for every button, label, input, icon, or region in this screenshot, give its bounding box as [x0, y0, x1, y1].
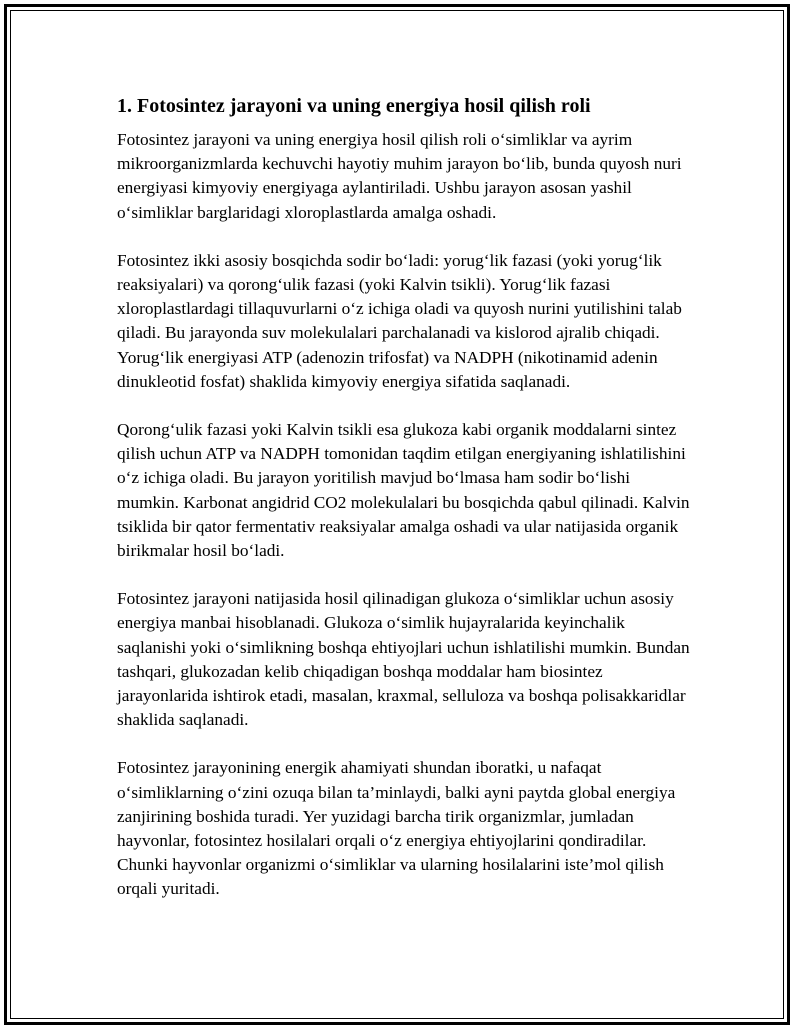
- paragraph-2: Fotosintez ikki asosiy bosqichda sodir bo‘ladi: yorug‘lik fazasi (yoki yorug‘lik reaksiyalari) va qorong‘ulik fazasi (yoki Kalvin tsikli). Yorug‘lik fazasi xloroplastlardagi tillaquvurlarni o‘z ichiga oladi va quyosh nurini yutilishini talab qiladi. Bu jarayonda suv molekulalari parchalanadi va kislorod ajralib chiqadi. Yorug‘lik energiyasi ATP (adenozin trifosfat) va NADPH (nikotinamid adenin dinukleotid fosfat) shaklida kimyoviy energiya sifatida saqlanadi.: [117, 250, 682, 391]
- section-heading: 1. Fotosintez jarayoni va uning energiya hosil qilish roli: [117, 95, 591, 117]
- paragraph-5: Fotosintez jarayonining energik ahamiyati shundan iboratki, u nafaqat o‘simliklarning o‘zini ozuqa bilan ta’minlaydi, balki ayni paytda global energiya zanjirining boshida turadi. Yer yuzidagi barcha tirik organizmlar, jumladan hayvonlar, fotosintez hosilalari orqali o‘z energiya ehtiyojlarini qondiradilar. Chunki hayvonlar organizmi o‘simliklar va ularning hosilalarini iste’mol qilish orqali yuritadi.: [117, 758, 676, 899]
- paragraph-1: Fotosintez jarayoni va uning energiya hosil qilish roli o‘simliklar va ayrim mikroorganizmlarda kechuvchi hayotiy muhim jarayon bo‘lib, bunda quyosh nuri energiyasi kimyoviy energiyaga aylantiriladi. Ushbu jarayon asosan yashil o‘simliklar barglaridagi xloroplastlarda amalga oshadi.: [117, 130, 682, 222]
- paragraph-3: Qorong‘ulik fazasi yoki Kalvin tsikli esa glukoza kabi organik moddalarni sintez qilish uchun ATP va NADPH tomonidan taqdim etilgan energiyaning ishlatilishini o‘z ichiga oladi. Bu jarayon yoritilish mavjud bo‘lmasa ham sodir bo‘lishi mumkin. Karbonat angidrid CO2 molekulalari bu bosqichda qabul qilinadi. Kalvin tsiklida bir qator fermentativ reaksiyalar amalga oshadi va ular natijasida organik birikmalar hosil bo‘ladi.: [117, 420, 690, 561]
- paragraph-4: Fotosintez jarayoni natijasida hosil qilinadigan glukoza o‘simliklar uchun asosiy energiya manbai hisoblanadi. Glukoza o‘simlik hujayralarida keyinchalik saqlanishi yoki o‘simlikning boshqa ehtiyojlari uchun ishlatilishi mumkin. Bundan tashqari, glukozadan kelib chiqadigan boshqa moddalar ham biosintez jarayonlarida ishtirok etadi, masalan, kraxmal, selluloza va boshqa polisakkaridlar shaklida saqlanadi.: [117, 589, 690, 730]
- document-body: [117, 92, 692, 926]
